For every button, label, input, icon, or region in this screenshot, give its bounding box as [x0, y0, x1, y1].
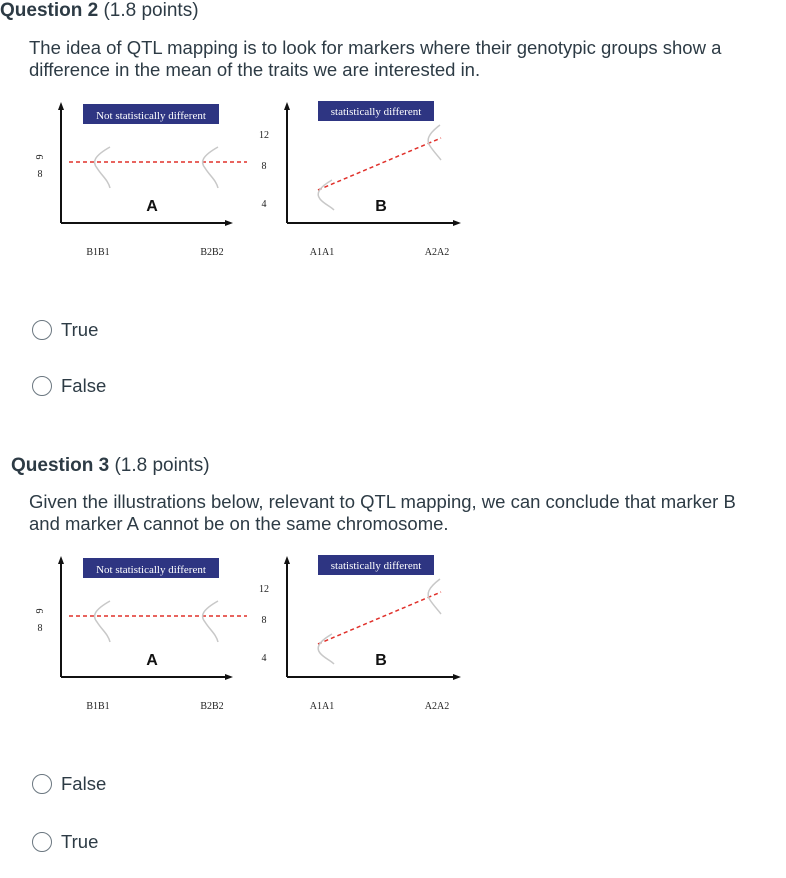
qtl-figure-svg [28, 98, 468, 268]
radio-button[interactable] [32, 832, 52, 852]
left-curve-2 [203, 147, 218, 188]
right-y-tick: 12 [259, 130, 269, 141]
right-y-arrow [284, 102, 290, 110]
question-3-text: Given the illustrations below, relevant to QTL mapping, we can conclude that marker B and marker A cannot be on the same chromosome. [29, 491, 736, 534]
question-points: (1.8 points) [114, 455, 210, 476]
left-y-tick: 8 [37, 623, 43, 634]
left-x-label: B1B1 [86, 247, 110, 258]
question-number: Question 2 [0, 0, 99, 21]
right-x-label: A2A2 [424, 247, 450, 258]
answer-option-false[interactable] [32, 375, 106, 397]
qtl-figure-q3 [28, 552, 468, 722]
answer-option-false[interactable] [32, 773, 106, 795]
marker-a-label: A [146, 198, 158, 215]
answer-option-true[interactable] [32, 831, 98, 853]
question-number: Question 3 [11, 455, 110, 476]
right-y-tick: 12 [259, 584, 269, 595]
answer-option-true[interactable] [32, 319, 98, 341]
left-x-label: B1B1 [86, 701, 110, 712]
right-y-tick: 4 [261, 653, 267, 664]
right-box-label: statistically different [330, 106, 422, 118]
qtl-figure-q2 [28, 98, 468, 268]
left-curve-2 [203, 601, 218, 642]
right-x-arrow [453, 220, 461, 226]
right-y-arrow [284, 556, 290, 564]
marker-b-label: B [375, 198, 387, 215]
question-2-title [0, 0, 199, 22]
left-box-label: Not statistically different [96, 110, 206, 122]
radio-button[interactable] [32, 320, 52, 340]
answer-label: False [61, 773, 107, 794]
right-x-label: A2A2 [424, 701, 450, 712]
question-3-title [11, 455, 210, 477]
right-y-tick: 8 [261, 161, 267, 172]
radio-button[interactable] [32, 774, 52, 794]
left-curve-1 [95, 601, 110, 642]
marker-b-label: B [375, 652, 387, 669]
left-y-tick: 9 [35, 608, 46, 614]
left-y-arrow [58, 556, 64, 564]
right-trend-line [318, 138, 441, 190]
answer-label: True [61, 831, 99, 852]
right-x-arrow [453, 674, 461, 680]
answer-label: False [61, 375, 107, 396]
left-x-arrow [225, 220, 233, 226]
right-box-label: statistically different [330, 560, 422, 572]
right-x-label: A1A1 [309, 247, 335, 258]
radio-button[interactable] [32, 376, 52, 396]
right-y-tick: 4 [261, 199, 267, 210]
right-x-label: A1A1 [309, 701, 335, 712]
question-points: (1.8 points) [103, 0, 199, 21]
left-y-tick: 9 [35, 154, 46, 160]
qtl-figure-svg [28, 552, 468, 722]
right-trend-line [318, 592, 441, 644]
question-2-text: The idea of QTL mapping is to look for markers where their genotypic groups show a difference in the mean of the traits we are interested in. [29, 37, 722, 80]
answer-label: True [61, 319, 99, 340]
left-x-label: B2B2 [200, 247, 224, 258]
left-y-tick: 8 [37, 169, 43, 180]
marker-a-label: A [146, 652, 158, 669]
left-x-arrow [225, 674, 233, 680]
left-x-label: B2B2 [200, 701, 224, 712]
left-box-label: Not statistically different [96, 564, 206, 576]
left-curve-1 [95, 147, 110, 188]
right-y-tick: 8 [261, 615, 267, 626]
left-y-arrow [58, 102, 64, 110]
